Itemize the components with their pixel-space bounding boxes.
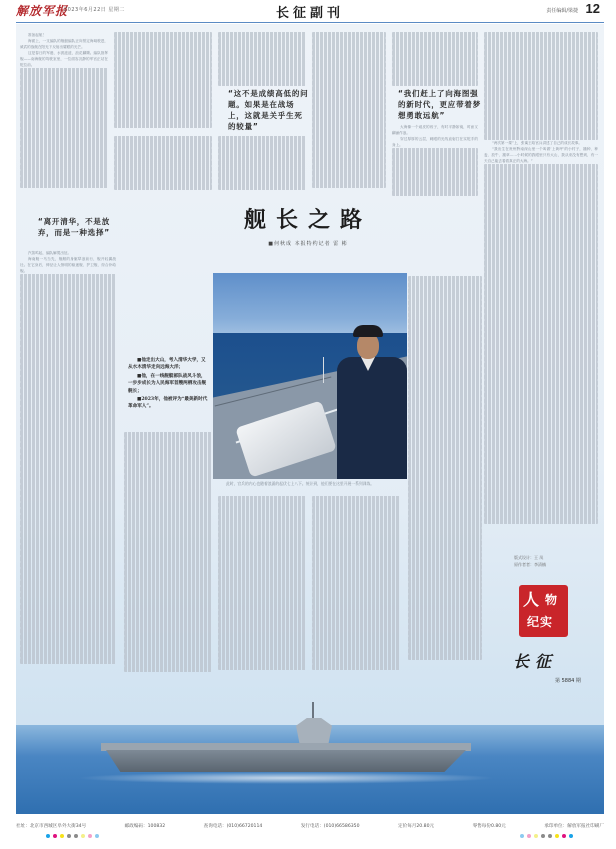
credits (514, 554, 546, 568)
body-paragraph: “两次第一课”上，张寓王给官兵讲述了自己的成长故事。 (492, 141, 582, 145)
page-number: 12 (585, 1, 600, 16)
body-paragraph: 穿过厚厚的云层，刺眼的光线直射打在实舵手的身上。 (392, 137, 478, 147)
section-title: 长征副刊 (275, 6, 344, 21)
registration-dot (534, 834, 538, 838)
article-column-2b (114, 136, 212, 196)
registration-dot (53, 834, 57, 838)
body-paragraph: 大海像一个顽皮的孩子，有时平静如镜，时而又翻涌作浪。 (392, 125, 478, 135)
article-column-2-lower (124, 432, 212, 677)
article-byline: ■何秋成 本报特约记者 雷 彬 (268, 241, 348, 247)
footer-distribution-phone: 发行电话：(010)66586350 (300, 824, 360, 829)
article-headline: 舰长之路 (243, 208, 372, 233)
photo-officer (331, 323, 407, 479)
registration-dot (67, 834, 71, 838)
intro-bullet: ■他走出大山，考入清华大学，又从水木清华走向远海大洋； (128, 358, 206, 371)
layout-credit: 版式设计：王 凤 (514, 555, 544, 560)
issue-date: 2023年6月22日 星期二 (64, 7, 125, 13)
issue-number: 第 5884 期 (555, 678, 581, 684)
article-column-3b (218, 136, 306, 196)
registration-dot (541, 834, 545, 838)
registration-dot (81, 834, 85, 838)
article-column-5-lower (408, 276, 482, 676)
proofreader-credit: 原作者者：李清楠 (514, 562, 546, 567)
article-column-5 (392, 32, 478, 88)
footer (16, 823, 604, 829)
body-paragraph: 汽笛鸣起，编队解缆出征。 (28, 251, 72, 255)
article-column-4-lower (312, 496, 400, 676)
ship-banner-image (16, 680, 604, 814)
article-column-2 (114, 32, 212, 132)
pull-quote-2: “这不是成绩高低的问题。如果是在战场上，这就是关乎生死的较量” (228, 89, 309, 131)
article-photo (213, 273, 407, 479)
body-paragraph: 准备起航！ (28, 33, 46, 37)
intro-bullet: ■他，在一线舰艇部队战风斗浪，一步步成长为人民海军首艘两栖攻击舰舰长； (128, 373, 207, 394)
registration-dot (46, 834, 50, 838)
article-column-3 (218, 32, 306, 88)
calligraphy-signature: 长征 (513, 652, 558, 671)
article-column-3-lower (218, 496, 306, 676)
registration-dot (527, 834, 531, 838)
article-column-4 (312, 32, 386, 196)
color-registration-marks-right (520, 834, 573, 838)
article-column-6 (484, 32, 598, 552)
registration-dot (548, 834, 552, 838)
responsible-editor: 责任编辑/梁捷 (546, 8, 578, 14)
photo-caption: 此时，官兵的内心也随着浪涌的起伏七上八下。统计到，他们要在这里开展一系列训练。 (226, 481, 375, 486)
article-column-1-lower (20, 250, 116, 680)
column-seal-logo (519, 585, 568, 637)
photo-intro-bullets (128, 357, 210, 412)
footer-monthly-price: 定价每月20.80元 (398, 824, 435, 829)
seal-chars: 纪实 (527, 615, 554, 629)
ship-hull (106, 750, 466, 772)
body-paragraph: “我出生在贵州黔南深山里一个叫做‘上黄坪’的小村子，播种、种麦、放牛、割草……小时候的我眼里只有大山，我从来没有想到，有一天自己能去看看真正的大海。” (484, 147, 598, 163)
registration-dot (74, 834, 78, 838)
pull-quote-1: “离开清华，不是放弃，而是一种选择” (37, 217, 110, 237)
color-registration-marks-left (46, 834, 99, 838)
body-paragraph: 海南舰一马当先，舰艏的身躯犁浪前行，舰开轻翼战壮。在它身后，伸径让人悄明的驱逐舰、护卫舰、综合补给舰。 (20, 257, 116, 273)
registration-dot (555, 834, 559, 838)
footer-query-phone: 查询电话：(010)66720114 (203, 824, 263, 829)
registration-dot (95, 834, 99, 838)
pull-quote-3: “我们赶上了向海图强的新时代，更应带着梦想勇敢远航” (398, 89, 481, 120)
registration-dot (88, 834, 92, 838)
body-paragraph: 海面上，一支编队的舰艇编队正向预定海域驶进，威武的战舰在阳光下反射出耀眼的光芒。 (20, 39, 108, 49)
registration-dot (569, 834, 573, 838)
footer-address: 社址：北京市西城区阜外大街34号 (16, 824, 87, 829)
seal-char: 人 (523, 590, 540, 609)
body-paragraph: 这是春日的军港，水波涟涟，浪花翻腾。编队指挥舰——南海舰的驾驶室里，一位面容沉静的军官正站在舵位前。 (20, 51, 108, 67)
ship-island (296, 718, 332, 744)
registration-dot (520, 834, 524, 838)
ship-deck (101, 743, 471, 751)
footer-retail-price: 零售每份0.80元 (472, 824, 506, 829)
registration-dot (60, 834, 64, 838)
banner-wake (76, 772, 496, 784)
seal-char: 物 (545, 593, 558, 607)
footer-postcode: 邮政编码：100832 (124, 824, 166, 829)
ship-mast (312, 702, 314, 720)
photo-pole (323, 357, 324, 383)
registration-dot (562, 834, 566, 838)
footer-printer: 承印单位：解放军报社印刷厂 (544, 824, 604, 829)
masthead (14, 0, 606, 22)
intro-bullet: ■2023年，他被评为“最美新时代革命军人”。 (128, 397, 208, 410)
masthead-rule (16, 22, 604, 23)
article-column-5b (392, 124, 478, 196)
article-column-1 (20, 32, 108, 208)
newspaper-logo: 解放军报 (16, 4, 69, 18)
